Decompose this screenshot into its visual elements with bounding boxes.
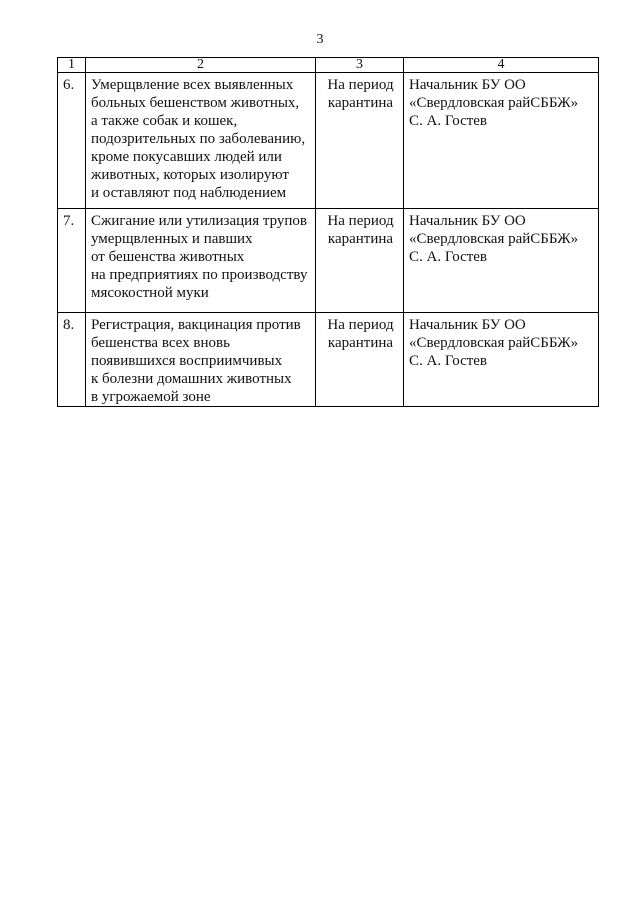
action-line: от бешенства животных xyxy=(91,249,245,265)
period-cell xyxy=(316,73,404,209)
header-cell-2: 2 xyxy=(86,58,316,73)
row-number: 8. xyxy=(58,313,86,407)
action-line: мясокостной муки xyxy=(91,285,209,301)
action-line: подозрительных по заболеванию, xyxy=(91,131,306,147)
action-line: животных, которых изолируют xyxy=(91,167,289,183)
period-line: карантина xyxy=(327,231,394,247)
table-row xyxy=(58,73,599,209)
period-line: На период xyxy=(327,213,394,229)
action-line: в угрожаемой зоне xyxy=(91,389,211,405)
period-line: карантина xyxy=(327,95,394,111)
responsible-line: «Свердловская райСББЖ» xyxy=(409,335,579,351)
responsible-line: С. А. Гостев xyxy=(409,113,488,129)
action-cell xyxy=(86,313,316,407)
action-line: Регистрация, вакцинация против xyxy=(91,317,301,333)
action-cell xyxy=(86,73,316,209)
period-line: На период xyxy=(327,317,394,333)
header-cell-1: 1 xyxy=(58,58,86,73)
action-line: на предприятиях по производству xyxy=(91,267,308,283)
action-cell xyxy=(86,209,316,313)
row-number: 6. xyxy=(58,73,86,209)
responsible-line: С. А. Гостев xyxy=(409,249,488,265)
action-line: больных бешенством животных, xyxy=(91,95,300,111)
responsible-line: Начальник БУ ОО xyxy=(409,317,526,333)
header-cell-4: 4 xyxy=(404,58,599,73)
responsible-line: С. А. Гостев xyxy=(409,353,488,369)
action-line: Сжигание или утилизация трупов xyxy=(91,213,307,229)
page-number: 3 xyxy=(316,32,324,47)
responsible-cell xyxy=(404,73,599,209)
action-line: Умерщвление всех выявленных xyxy=(91,77,294,93)
period-line: На период xyxy=(327,77,394,93)
period-cell xyxy=(316,209,404,313)
table-header-row xyxy=(58,58,599,73)
row-number: 7. xyxy=(58,209,86,313)
responsible-line: «Свердловская райСББЖ» xyxy=(409,95,579,111)
responsible-cell xyxy=(404,209,599,313)
responsible-line: Начальник БУ ОО xyxy=(409,77,526,93)
action-line: к болезни домашних животных xyxy=(91,371,292,387)
header-cell-3: 3 xyxy=(316,58,404,73)
action-line: а также собак и кошек, xyxy=(91,113,238,129)
period-cell xyxy=(316,313,404,407)
responsible-cell xyxy=(404,313,599,407)
action-line: бешенства всех вновь xyxy=(91,335,230,351)
action-line: и оставляют под наблюдением xyxy=(91,185,287,201)
table-row xyxy=(58,313,599,407)
table-row xyxy=(58,209,599,313)
action-line: появившихся восприимчивых xyxy=(91,353,283,369)
action-line: кроме покусавших людей или xyxy=(91,149,282,165)
period-line: карантина xyxy=(327,335,394,351)
measures-table xyxy=(57,57,599,407)
responsible-line: Начальник БУ ОО xyxy=(409,213,526,229)
action-line: умерщвленных и павших xyxy=(91,231,253,247)
responsible-line: «Свердловская райСББЖ» xyxy=(409,231,579,247)
